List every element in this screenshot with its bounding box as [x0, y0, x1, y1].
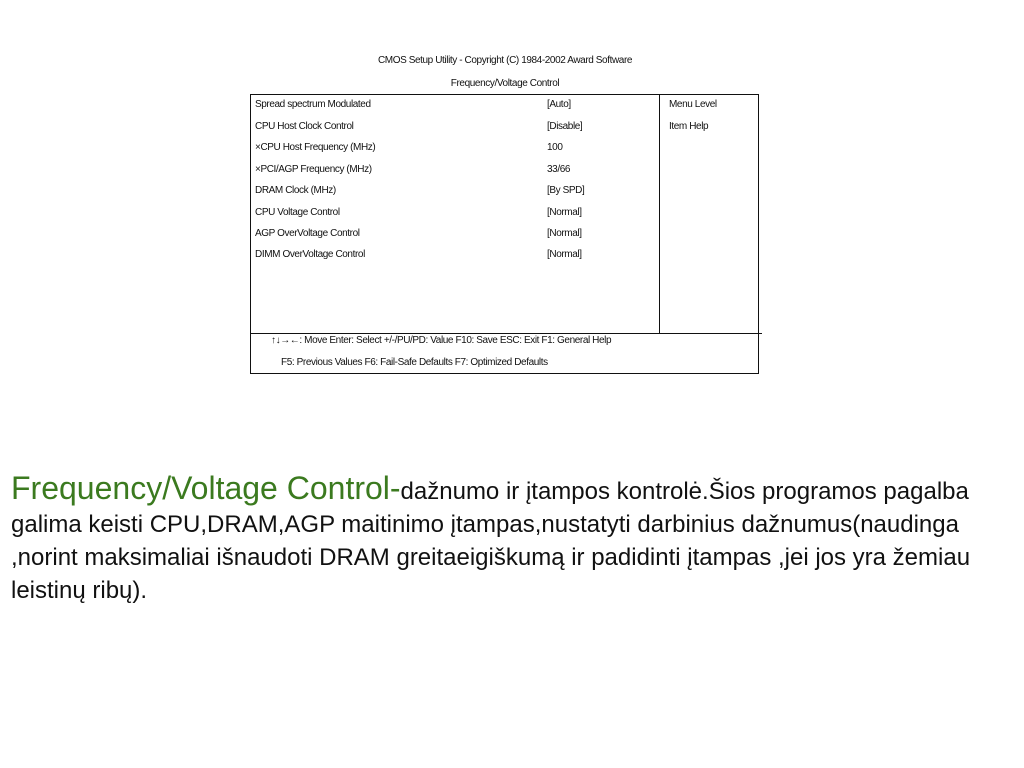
key-help-line-1: ↑↓→←: Move Enter: Select +/-/PU/PD: Value F10: Save ESC: Exit F1: General Help	[271, 335, 612, 346]
setting-agp-overvoltage-control[interactable]	[255, 228, 655, 242]
caption-body: dažnumo ir įtampos kontrolė.Šios programos pagalba galima keisti CPU,DRAM,AGP maitinimo įtampas,nustatyti darbinius dažnumus(naudinga ,norint maksimaliai išnaudoti DRAM greitaeigiškumą ir padidinti įtampas ,jei jos yra žemiau leistinų ribų).	[11, 478, 971, 604]
setting-value: 33/66	[547, 164, 571, 175]
caption-dash: -	[389, 470, 401, 506]
setting-label: AGP OverVoltage Control	[255, 228, 360, 239]
setting-cpu-host-clock-control[interactable]	[255, 121, 655, 135]
setting-value: 100	[547, 142, 563, 153]
setting-dimm-overvoltage-control[interactable]	[255, 249, 655, 263]
setting-value[interactable]: [Disable]	[547, 121, 583, 132]
help-menu-level: Menu Level	[669, 99, 717, 110]
setting-label: DIMM OverVoltage Control	[255, 249, 365, 260]
setting-cpu-host-frequency	[255, 142, 655, 156]
setting-value[interactable]: [Normal]	[547, 228, 582, 239]
setting-value[interactable]: [Normal]	[547, 249, 582, 260]
setting-value[interactable]: [Normal]	[547, 207, 582, 218]
bios-setup-panel	[250, 94, 759, 374]
caption	[11, 472, 1011, 607]
setting-label: DRAM Clock (MHz)	[255, 185, 336, 196]
setting-label: CPU Host Clock Control	[255, 121, 354, 132]
help-item-help: Item Help	[669, 121, 709, 132]
setting-value[interactable]: [By SPD]	[547, 185, 585, 196]
bios-page-title: Frequency/Voltage Control	[450, 78, 560, 89]
caption-title: Frequency/Voltage Control	[11, 470, 390, 506]
setting-label: Spread spectrum Modulated	[255, 99, 371, 110]
bios-title: CMOS Setup Utility - Copyright (C) 1984-2002 Award Software	[377, 55, 633, 66]
setting-pci-agp-frequency	[255, 164, 655, 178]
panel-divider-vertical	[659, 95, 660, 333]
panel-divider-horizontal	[251, 333, 762, 334]
setting-spread-spectrum[interactable]	[255, 99, 655, 113]
setting-dram-clock[interactable]	[255, 185, 655, 199]
setting-cpu-voltage-control[interactable]	[255, 207, 655, 221]
setting-label: ×CPU Host Frequency (MHz)	[255, 142, 376, 153]
setting-label: ×PCI/AGP Frequency (MHz)	[255, 164, 372, 175]
key-help-line-2: F5: Previous Values F6: Fail-Safe Defaults F7: Optimized Defaults	[281, 357, 548, 368]
setting-label: CPU Voltage Control	[255, 207, 340, 218]
setting-value[interactable]: [Auto]	[547, 99, 571, 110]
